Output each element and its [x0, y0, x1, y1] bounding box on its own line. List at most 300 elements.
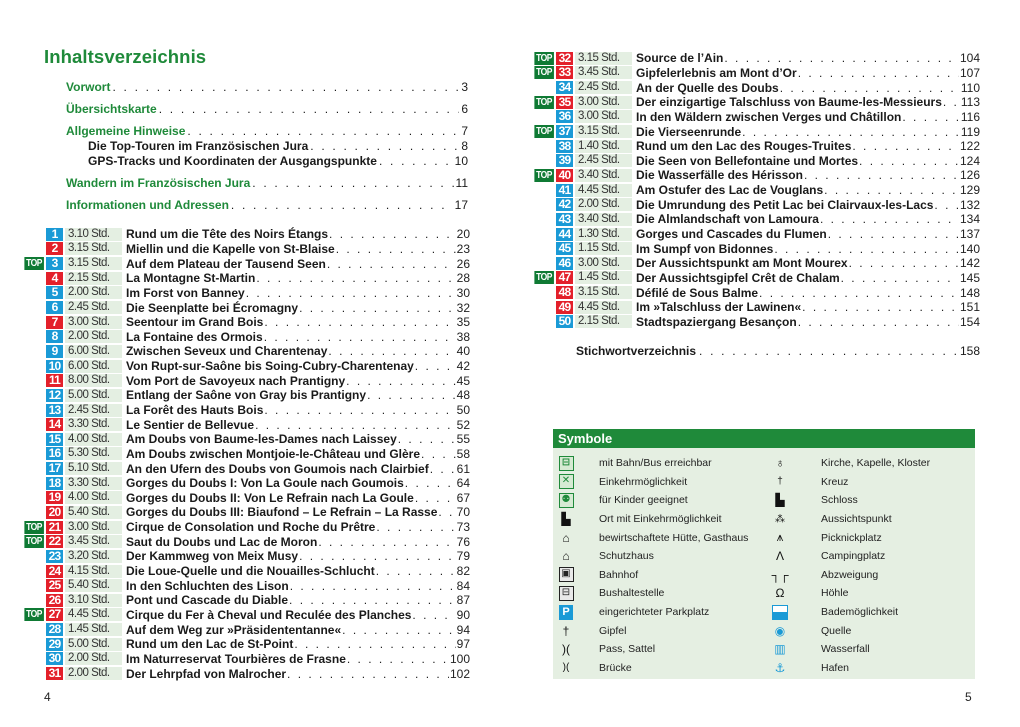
tour-list-left: [20, 227, 470, 681]
tour-duration: 1.40 Std.: [575, 140, 632, 153]
top-cell: [20, 301, 44, 314]
leader-dots: [347, 652, 449, 666]
tour-page: 84: [456, 578, 470, 593]
tour-row-14[interactable]: [20, 417, 470, 432]
tour-row-19[interactable]: [20, 491, 470, 506]
tour-number-badge: 49: [556, 301, 573, 314]
tour-title: Gipfelerlebnis am Mont d’Or: [636, 65, 797, 80]
symbol-row: [557, 528, 767, 547]
tour-row-28[interactable]: [20, 622, 470, 637]
top-cell: [530, 125, 554, 138]
tour-page: 148: [959, 285, 980, 300]
symbol-row: [557, 659, 767, 678]
top-cell: [530, 96, 554, 109]
tour-title: Im Sumpf von Bidonnes: [636, 241, 774, 256]
top-tour-badge: TOP: [536, 67, 553, 79]
symbol-label: Bushaltestelle: [599, 587, 665, 600]
tour-title: Défilé de Sous Balme: [636, 285, 759, 300]
tour-number-badge: 16: [46, 447, 63, 460]
toc-entry-top-touren[interactable]: Die Top-Touren im Französischen Jura . . . 8: [66, 139, 468, 154]
top-cell: [20, 345, 44, 358]
top-cell: [20, 257, 44, 270]
top-cell: [20, 433, 44, 446]
tour-row-25[interactable]: [20, 578, 470, 593]
tour-number-badge: 44: [556, 228, 573, 241]
top-cell: [20, 272, 44, 285]
tour-duration: 2.45 Std.: [575, 81, 632, 94]
tour-duration: 5.10 Std.: [65, 462, 122, 475]
top-cell: [20, 462, 44, 475]
junction-icon: [771, 567, 789, 583]
summit-icon: [557, 623, 575, 639]
top-cell: [530, 169, 554, 182]
tour-number-badge: 3: [46, 257, 63, 270]
symbol-label: Hafen: [821, 661, 850, 674]
tour-row-47[interactable]: [530, 271, 980, 286]
tour-number-badge: 24: [46, 565, 63, 578]
tour-row-21[interactable]: [20, 520, 470, 535]
tour-duration: 2.00 Std.: [65, 286, 122, 299]
parking-icon: [557, 604, 575, 620]
tour-number-badge: 30: [46, 652, 63, 665]
tour-row-36[interactable]: [530, 110, 980, 125]
tour-row-13[interactable]: [20, 403, 470, 418]
tour-duration: 3.00 Std.: [575, 110, 632, 123]
symbol-label: Wasserfall: [821, 643, 870, 656]
symbol-label: bewirtschaftete Hütte, Gasthaus: [599, 531, 749, 544]
tour-page: 137: [959, 227, 980, 241]
tour-page: 61: [456, 461, 470, 476]
tour-page: 55: [456, 432, 470, 447]
tour-number-badge: 12: [46, 389, 63, 402]
picnic-icon: [771, 530, 789, 546]
top-cell: [530, 52, 554, 65]
symbol-label: Picknickplatz: [821, 531, 882, 544]
tour-duration: 3.20 Std.: [65, 550, 122, 563]
tour-row-38[interactable]: [530, 139, 980, 154]
tour-page: 42: [456, 359, 470, 374]
tour-duration: 3.30 Std.: [65, 418, 122, 431]
tour-title: Cirque de Consolation und Roche du Prêtre: [126, 520, 376, 535]
train-station-icon-glyph: ▣: [559, 567, 574, 582]
page-number: 5: [965, 690, 972, 704]
leader-dots: [367, 388, 456, 402]
tour-row-35[interactable]: [530, 95, 980, 110]
viewpoint-icon: [771, 511, 789, 527]
tour-duration: 1.15 Std.: [575, 242, 632, 255]
tour-page: 151: [959, 300, 980, 315]
tour-duration: 4.45 Std.: [575, 184, 632, 197]
town-icon-glyph: ▙: [561, 512, 571, 527]
tour-title: Gorges du Doubs III: Biaufond – Le Refrain – La Rasse: [126, 505, 438, 520]
symbol-row: [557, 584, 767, 603]
tour-title: Die Seenplatte bei Écromagny: [126, 300, 299, 315]
train-station-icon: [557, 567, 575, 583]
leader-dots: [289, 593, 456, 607]
tour-page: 97: [456, 637, 470, 652]
leader-dots: [294, 637, 455, 651]
leader-dots: [346, 374, 455, 388]
tour-duration: 3.30 Std.: [65, 477, 122, 490]
tour-duration: 2.00 Std.: [65, 652, 122, 665]
tour-page: 20: [456, 227, 470, 242]
tour-page: 154: [959, 314, 980, 329]
top-cell: [20, 242, 44, 255]
leader-dots: [398, 432, 456, 446]
top-cell: [20, 594, 44, 607]
symbol-label: für Kinder geeignet: [599, 494, 688, 507]
tour-duration: 4.45 Std.: [575, 301, 632, 314]
tour-duration: 1.45 Std.: [575, 271, 632, 284]
tour-title: Zwischen Seveux und Charentenay: [126, 344, 328, 359]
tour-duration: 2.00 Std.: [575, 198, 632, 211]
leader-dots: [774, 242, 959, 256]
tour-row-27[interactable]: [20, 608, 470, 623]
tour-page: 87: [456, 593, 470, 608]
tour-row-4[interactable]: [20, 271, 470, 286]
top-cell: [20, 667, 44, 680]
tour-title: An den Ufern des Doubs von Goumois nach Clairbief: [126, 461, 429, 476]
symbol-row: [771, 659, 971, 678]
tour-title: Am Doubs von Baume-les-Dames nach Laissey: [126, 432, 397, 447]
tour-page: 104: [959, 51, 980, 66]
top-cell: [530, 198, 554, 211]
tour-row-17[interactable]: [20, 461, 470, 476]
tour-row-44[interactable]: [530, 227, 980, 242]
tour-row-10[interactable]: [20, 359, 470, 374]
tour-row-22[interactable]: [20, 534, 470, 549]
leader-dots: [299, 301, 456, 315]
tour-page: 90: [456, 607, 470, 622]
symbol-row: [771, 491, 971, 510]
pass-icon: [557, 641, 575, 657]
camping-icon: [771, 548, 789, 564]
tour-row-50[interactable]: [530, 315, 980, 330]
top-cell: [20, 477, 44, 490]
tour-number-badge: 46: [556, 257, 573, 270]
tour-duration: 6.00 Std.: [65, 345, 122, 358]
tour-page: 26: [456, 256, 470, 271]
tour-row-12[interactable]: [20, 388, 470, 403]
tour-number-badge: 14: [46, 418, 63, 431]
tour-row-33[interactable]: [530, 66, 980, 81]
top-cell: [20, 360, 44, 373]
tour-row-9[interactable]: [20, 344, 470, 359]
top-cell: [20, 286, 44, 299]
tour-row-39[interactable]: [530, 153, 980, 168]
tour-number-badge: 5: [46, 286, 63, 299]
tour-title: Am Ostufer des Lac de Vouglans: [636, 183, 824, 198]
tour-row-6[interactable]: [20, 300, 470, 315]
top-cell: [20, 608, 44, 621]
tour-page: 107: [959, 65, 980, 80]
top-cell: [530, 286, 554, 299]
leader-dots: [318, 535, 455, 549]
tour-number-badge: 47: [556, 271, 573, 284]
tour-duration: 3.00 Std.: [65, 521, 122, 534]
toc-entry-vorwort[interactable]: Vorwort . . . 3: [66, 80, 468, 95]
leader-dots: [290, 579, 456, 593]
symbol-row: [771, 547, 971, 566]
tour-title: Rund um die Tête des Noirs Étangs: [126, 227, 329, 242]
leader-dots: [820, 212, 959, 226]
tour-page: 38: [456, 329, 470, 344]
tour-row-26[interactable]: [20, 593, 470, 608]
tour-row-18[interactable]: [20, 476, 470, 491]
top-cell: [530, 154, 554, 167]
symbol-row: [771, 621, 971, 640]
intro-sections: [66, 80, 468, 213]
symbol-row: [557, 640, 767, 659]
toc-entry-wandern[interactable]: Wandern im Französischen Jura . . . 11: [66, 176, 468, 191]
tour-duration: 5.00 Std.: [65, 389, 122, 402]
tour-duration: 3.10 Std.: [65, 594, 122, 607]
symbol-label: Kirche, Kapelle, Kloster: [821, 457, 931, 470]
tour-number-badge: 9: [46, 345, 63, 358]
tour-row-48[interactable]: [530, 285, 980, 300]
tour-page: 32: [456, 300, 470, 315]
top-cell: [20, 579, 44, 592]
toc-entry-allgemeine-hinweise[interactable]: Allgemeine Hinweise . . . 7: [66, 124, 468, 139]
symbols-heading: Symbole: [553, 429, 975, 448]
tour-list-right: [530, 51, 980, 329]
bus-train-icon-glyph: ⊟: [559, 456, 574, 471]
top-cell: [20, 623, 44, 636]
leader-dots: [405, 476, 456, 490]
tour-page: 132: [959, 197, 980, 212]
top-tour-badge: TOP: [26, 536, 43, 548]
tour-page: 23: [456, 241, 470, 256]
top-cell: [20, 418, 44, 431]
cross-icon-glyph: †: [777, 476, 783, 488]
symbol-label: mit Bahn/Bus erreichbar: [599, 457, 712, 470]
tour-title: Die Almlandschaft von Lamoura: [636, 212, 819, 227]
tour-title: Stadtspaziergang Besançon: [636, 314, 797, 329]
symbol-row: [557, 603, 767, 622]
tour-page: 116: [960, 109, 980, 124]
tour-row-5[interactable]: [20, 286, 470, 301]
tour-row-42[interactable]: [530, 197, 980, 212]
leader-dots: [264, 403, 455, 417]
top-cell: [20, 521, 44, 534]
tour-title: Die Umrundung des Petit Lac bei Clairvaux-les-Lacs: [636, 197, 934, 212]
tour-page: 28: [456, 271, 470, 286]
tour-title: Im Naturreservat Tourbières de Frasne: [126, 651, 346, 666]
tour-number-badge: 13: [46, 404, 63, 417]
waterfall-icon: [771, 641, 789, 657]
parking-icon-glyph: P: [559, 605, 573, 620]
symbol-row: [771, 566, 971, 585]
toc-entry-stichwortverzeichnis[interactable]: Stichwortverzeichnis . . . 158: [576, 344, 980, 358]
toc-entry-uebersichtskarte[interactable]: Übersichtskarte . . . 6: [66, 102, 468, 117]
tour-row-8[interactable]: [20, 329, 470, 344]
toc-entry-informationen[interactable]: Informationen und Adressen . . . 17: [66, 198, 468, 213]
tour-title: Pont und Cascade du Diable: [126, 593, 289, 608]
leader-dots: [287, 667, 449, 681]
leader-dots: [828, 227, 959, 241]
tour-title: Rund um den Lac de St-Point: [126, 637, 294, 652]
tour-page: 126: [959, 168, 980, 183]
tour-duration: 3.00 Std.: [65, 316, 122, 329]
tour-page: 30: [456, 285, 470, 300]
symbol-row: [557, 566, 767, 585]
tour-number-badge: 37: [556, 125, 573, 138]
tour-number-badge: 23: [46, 550, 63, 563]
tour-row-37[interactable]: [530, 124, 980, 139]
tour-row-23[interactable]: [20, 549, 470, 564]
tour-title: Saut du Doubs und Lac de Moron: [126, 534, 318, 549]
leader-dots: [329, 227, 456, 241]
top-cell: [530, 81, 554, 94]
bridge-icon-glyph: )(: [562, 662, 570, 674]
tour-duration: 4.45 Std.: [65, 608, 122, 621]
tour-row-24[interactable]: [20, 564, 470, 579]
tour-title: La Montagne St-Martin: [126, 271, 256, 286]
tour-page: 82: [456, 564, 470, 579]
tour-number-badge: 42: [556, 198, 573, 211]
church-icon: [771, 455, 789, 471]
symbol-row: [771, 454, 971, 473]
tour-row-31[interactable]: [20, 666, 470, 681]
tour-title: Die Wasserfälle des Hérisson: [636, 168, 803, 183]
tour-row-11[interactable]: [20, 373, 470, 388]
top-tour-badge: TOP: [536, 126, 553, 138]
tour-page: 100: [449, 651, 470, 666]
tour-row-40[interactable]: [530, 168, 980, 183]
town-icon: [557, 511, 575, 527]
tour-duration: 4.00 Std.: [65, 433, 122, 446]
tour-title: Der einzigartige Talschluss von Baume-les-Messieurs: [636, 95, 942, 110]
tour-title: Miellin und die Kapelle von St-Blaise: [126, 241, 335, 256]
top-cell: [530, 140, 554, 153]
tour-row-3[interactable]: [20, 256, 470, 271]
symbol-row: [557, 621, 767, 640]
spring-icon-glyph: ◉: [774, 623, 786, 638]
tour-page: 140: [959, 241, 980, 256]
tour-row-15[interactable]: [20, 432, 470, 447]
tour-page: 70: [456, 505, 470, 520]
bus-train-icon: [557, 455, 575, 471]
top-tour-badge: TOP: [536, 272, 553, 284]
tour-row-45[interactable]: [530, 241, 980, 256]
tour-title: Von Rupt-sur-Saône bis Soing-Cubry-Charentenay: [126, 359, 414, 374]
tour-page: 76: [456, 534, 470, 549]
swimming-icon-glyph: [772, 605, 788, 620]
top-tour-badge: TOP: [536, 52, 553, 64]
tour-number-badge: 26: [46, 594, 63, 607]
leader-dots: [798, 315, 959, 329]
tour-number-badge: 31: [46, 667, 63, 680]
tour-row-30[interactable]: [20, 652, 470, 667]
tour-duration: 3.15 Std.: [575, 125, 632, 138]
tour-title: Le Sentier de Bellevue: [126, 417, 255, 432]
symbol-row: [771, 640, 971, 659]
tour-row-7[interactable]: [20, 315, 470, 330]
tour-page: 45: [456, 373, 470, 388]
top-cell: [530, 228, 554, 241]
tour-number-badge: 34: [556, 81, 573, 94]
tour-duration: 3.15 Std.: [65, 257, 122, 270]
tour-title: La Fontaine des Ormois: [126, 329, 263, 344]
bridge-icon: [557, 660, 575, 676]
tour-title: Gorges du Doubs I: Von La Goule nach Goumois: [126, 476, 404, 491]
top-cell: [20, 447, 44, 460]
tour-page: 79: [456, 549, 470, 564]
leader-dots: [438, 505, 455, 519]
top-tour-badge: TOP: [26, 521, 43, 533]
picnic-icon-glyph: ⩚: [776, 530, 784, 545]
tour-page: 134: [959, 212, 980, 227]
tour-page: 67: [456, 490, 470, 505]
leader-dots: [804, 168, 959, 182]
tour-row-32[interactable]: [530, 51, 980, 66]
tour-page: 142: [959, 256, 980, 271]
tour-duration: 8.00 Std.: [65, 374, 122, 387]
tour-number-badge: 32: [556, 52, 573, 65]
tour-row-46[interactable]: [530, 256, 980, 271]
tour-row-43[interactable]: [530, 212, 980, 227]
tour-duration: 2.00 Std.: [65, 330, 122, 343]
leader-dots: [742, 125, 960, 139]
leader-dots: [264, 315, 455, 329]
toc-entry-gps-tracks[interactable]: GPS-Tracks und Koordinaten der Ausgangspunkte . . . 10: [66, 154, 468, 169]
tour-row-41[interactable]: [530, 183, 980, 198]
tour-number-badge: 17: [46, 462, 63, 475]
leader-dots: [849, 256, 959, 270]
symbol-label: Brücke: [599, 661, 632, 674]
tour-row-49[interactable]: [530, 300, 980, 315]
top-cell: [20, 389, 44, 402]
tour-duration: 3.15 Std.: [65, 242, 122, 255]
leader-dots: [415, 359, 456, 373]
symbol-row: [557, 473, 767, 492]
tour-number-badge: 7: [46, 316, 63, 329]
tour-duration: 5.40 Std.: [65, 579, 122, 592]
leader-dots: [327, 257, 456, 271]
top-cell: [20, 638, 44, 651]
top-cell: [20, 374, 44, 387]
tour-row-20[interactable]: [20, 505, 470, 520]
leader-dots: [255, 418, 456, 432]
top-cell: [530, 257, 554, 270]
tour-duration: 2.45 Std.: [65, 404, 122, 417]
tour-row-34[interactable]: [530, 80, 980, 95]
top-tour-badge: TOP: [26, 609, 43, 621]
leader-dots: [943, 95, 960, 109]
tour-row-16[interactable]: [20, 447, 470, 462]
symbol-row: [771, 584, 971, 603]
top-cell: [20, 228, 44, 241]
tour-duration: 4.15 Std.: [65, 565, 122, 578]
managed-hut-icon-glyph: ⌂: [562, 530, 570, 545]
top-cell: [20, 652, 44, 665]
symbol-label: Pass, Sattel: [599, 643, 656, 656]
leader-dots: [415, 491, 456, 505]
top-cell: [20, 330, 44, 343]
leader-dots: [246, 286, 456, 300]
leader-dots: [798, 66, 959, 80]
leader-dots: [780, 81, 960, 95]
leader-dots: [376, 564, 456, 578]
tour-duration: 5.30 Std.: [65, 447, 122, 460]
tour-number-badge: 39: [556, 154, 573, 167]
children-icon: [557, 492, 575, 508]
tour-duration: 3.15 Std.: [575, 52, 632, 65]
tour-row-1[interactable]: [20, 227, 470, 242]
symbol-row: [771, 528, 971, 547]
tour-row-29[interactable]: [20, 637, 470, 652]
tour-row-2[interactable]: [20, 242, 470, 257]
